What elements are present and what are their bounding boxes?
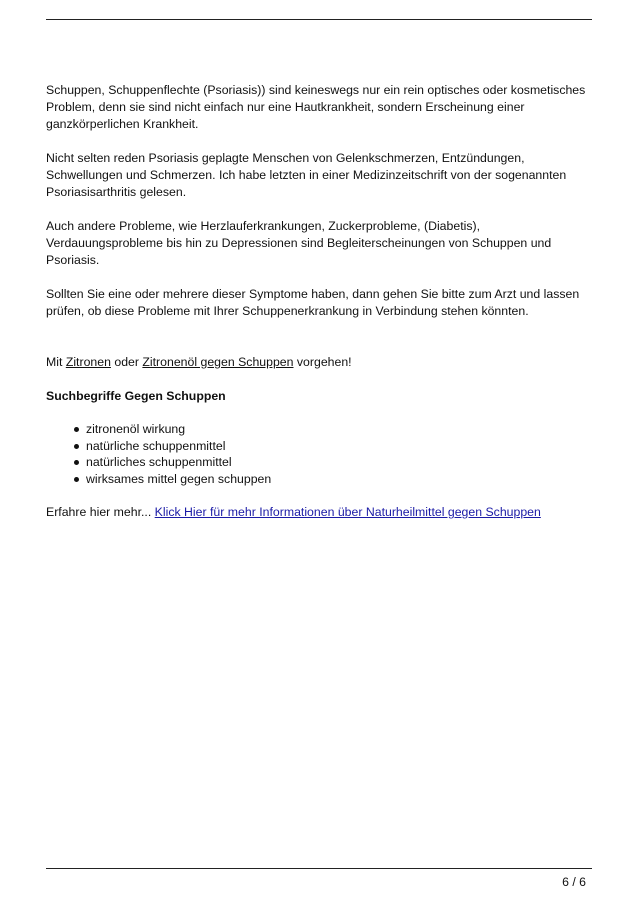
tags-heading: Suchbegriffe Gegen Schuppen <box>46 389 226 403</box>
zitronen-link[interactable]: Zitronen <box>65 355 111 369</box>
tag-item: wirksames mittel gegen schuppen <box>74 471 596 488</box>
more-prefix: Erfahre hier mehr... <box>46 505 155 519</box>
links-suffix: vorgehen! <box>293 355 352 369</box>
footer-rule <box>46 868 592 869</box>
header-rule <box>46 19 592 20</box>
more-info-link[interactable]: Klick Hier für mehr Informationen über Naturheilmittel gegen Schuppen <box>154 505 541 519</box>
tag-item: natürliche schuppenmittel <box>74 438 596 455</box>
paragraph-2: Nicht selten reden Psoriasis geplagte Menschen von Gelenkschmerzen, Entzündungen, Schwellungen und Schmerzen. Ich habe letzten in einer Medizinzeitschrift von der sogenannten Psoriasisarthritis gelesen. <box>46 151 567 199</box>
links-middle: oder <box>110 355 143 369</box>
tags-list <box>46 421 596 487</box>
tag-item: zitronenöl wirkung <box>74 421 596 438</box>
tag-item: natürliches schuppenmittel <box>74 454 596 471</box>
zitronenoel-link[interactable]: Zitronenöl gegen Schuppen <box>142 355 294 369</box>
page-number: 6 / 6 <box>562 875 586 889</box>
paragraph-3: Auch andere Probleme, wie Herzlauferkrankungen, Zuckerprobleme, (Diabetis), Verdauungsprobleme bis hin zu Depressionen sind Begleiterscheinungen von Schuppen und Psoriasis. <box>46 219 552 267</box>
links-prefix: Mit <box>46 355 66 369</box>
lemon-links-line <box>46 354 596 371</box>
paragraph-4: Sollten Sie eine oder mehrere dieser Symptome haben, dann gehen Sie bitte zum Arzt und lassen prüfen, ob diese Probleme mit Ihrer Schuppenerkrankung in Verbindung stehen könnten. <box>46 287 580 318</box>
paragraph-1: Schuppen, Schuppenflechte (Psoriasis)) sind keineswegs nur ein rein optisches oder kosmetisches Problem, denn sie sind nicht einfach nur eine Hautkrankheit, sondern Erscheinung einer ganzkörperlichen Krankheit. <box>46 83 586 131</box>
article-body <box>46 82 596 538</box>
more-info-line <box>46 504 596 521</box>
